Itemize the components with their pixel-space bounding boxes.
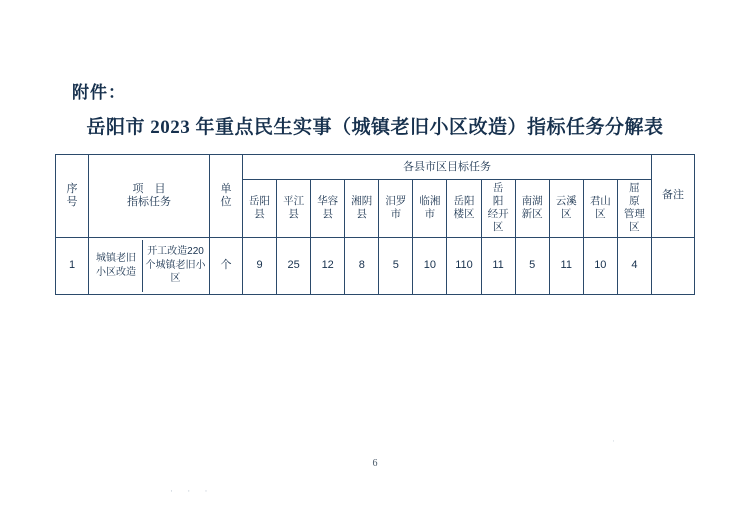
page-number: 6 (372, 458, 378, 469)
header-city-8-line1: 南湖 (521, 195, 543, 208)
header-city-1-line1: 平江县 (283, 195, 305, 221)
cell-value-3: 8 (345, 237, 379, 294)
cell-value-1: 25 (277, 237, 311, 294)
task-table (55, 154, 695, 295)
cell-value-9: 11 (549, 237, 583, 294)
header-city-6-line2: 楼区 (453, 208, 475, 221)
cell-value-4: 5 (379, 237, 413, 294)
bottom-margin-mark: · · · (170, 486, 214, 496)
header-city-7 (481, 180, 515, 238)
header-project-line2: 指标任务 (127, 195, 171, 208)
header-unit-line1: 单 (220, 183, 232, 196)
header-city-3 (345, 180, 379, 238)
header-city-11-line2: 管理区 (623, 208, 645, 234)
header-city-3-line1: 湘阴县 (351, 195, 373, 221)
header-city-10-line1: 君山区 (589, 195, 611, 221)
corner-margin-mark: · (612, 436, 615, 446)
header-city-2 (311, 180, 345, 238)
table-header (56, 155, 695, 238)
header-city-1 (277, 180, 311, 238)
header-sequence-line1: 序 (66, 183, 78, 196)
table-header-row-1 (56, 155, 695, 180)
header-city-11 (617, 180, 651, 238)
header-sequence-line2: 号 (66, 195, 78, 208)
header-county-group: 各县市区目标任务 (243, 155, 652, 180)
header-city-8 (515, 180, 549, 238)
table-row (56, 237, 695, 294)
cell-sequence: 1 (56, 237, 89, 294)
header-city-6-line1: 岳阳 (453, 195, 475, 208)
cell-project-task-desc: 开工改造220 个城镇老旧小区 (145, 246, 206, 285)
cell-unit: 个 (210, 237, 243, 294)
header-remark: 备注 (652, 155, 695, 238)
header-city-11-line1: 屈 原 (629, 182, 651, 208)
cell-value-5: 10 (413, 237, 447, 294)
header-city-7-line2: 经开区 (487, 208, 509, 234)
header-city-9 (549, 180, 583, 238)
header-city-0-line1: 岳阳县 (249, 195, 271, 221)
header-project (89, 155, 210, 238)
header-city-0 (243, 180, 277, 238)
header-unit-line2: 位 (220, 195, 232, 208)
header-city-8-line2: 新区 (521, 208, 543, 221)
header-city-6 (447, 180, 481, 238)
header-city-7-line1: 岳 阳 (492, 182, 514, 208)
cell-value-6: 110 (447, 237, 481, 294)
header-city-4-line1: 汨罗市 (385, 195, 407, 221)
page-title: 岳阳市 2023 年重点民生实事（城镇老旧小区改造）指标任务分解表 (86, 117, 664, 138)
header-unit (210, 155, 243, 238)
cell-project-name: 城镇老旧小区改造 (90, 240, 143, 292)
header-city-10 (583, 180, 617, 238)
header-city-9-line1: 云溪区 (555, 195, 577, 221)
cell-value-2: 12 (311, 237, 345, 294)
cell-value-7: 11 (481, 237, 515, 294)
cell-value-0: 9 (243, 237, 277, 294)
cell-value-10: 10 (583, 237, 617, 294)
task-table-container (55, 154, 695, 295)
cell-value-8: 5 (515, 237, 549, 294)
cell-value-11: 4 (617, 237, 651, 294)
header-sequence (56, 155, 89, 238)
header-project-line1: 项 目 (132, 183, 166, 196)
header-city-4 (379, 180, 413, 238)
header-city-2-line1: 华容县 (317, 195, 339, 221)
cell-project-task (89, 237, 210, 294)
table-body (56, 237, 695, 294)
header-city-5 (413, 180, 447, 238)
header-city-5-line1: 临湘市 (419, 195, 441, 221)
project-task-split (90, 240, 208, 292)
cell-remark (652, 237, 695, 294)
attachment-label: 附件： (72, 83, 126, 102)
